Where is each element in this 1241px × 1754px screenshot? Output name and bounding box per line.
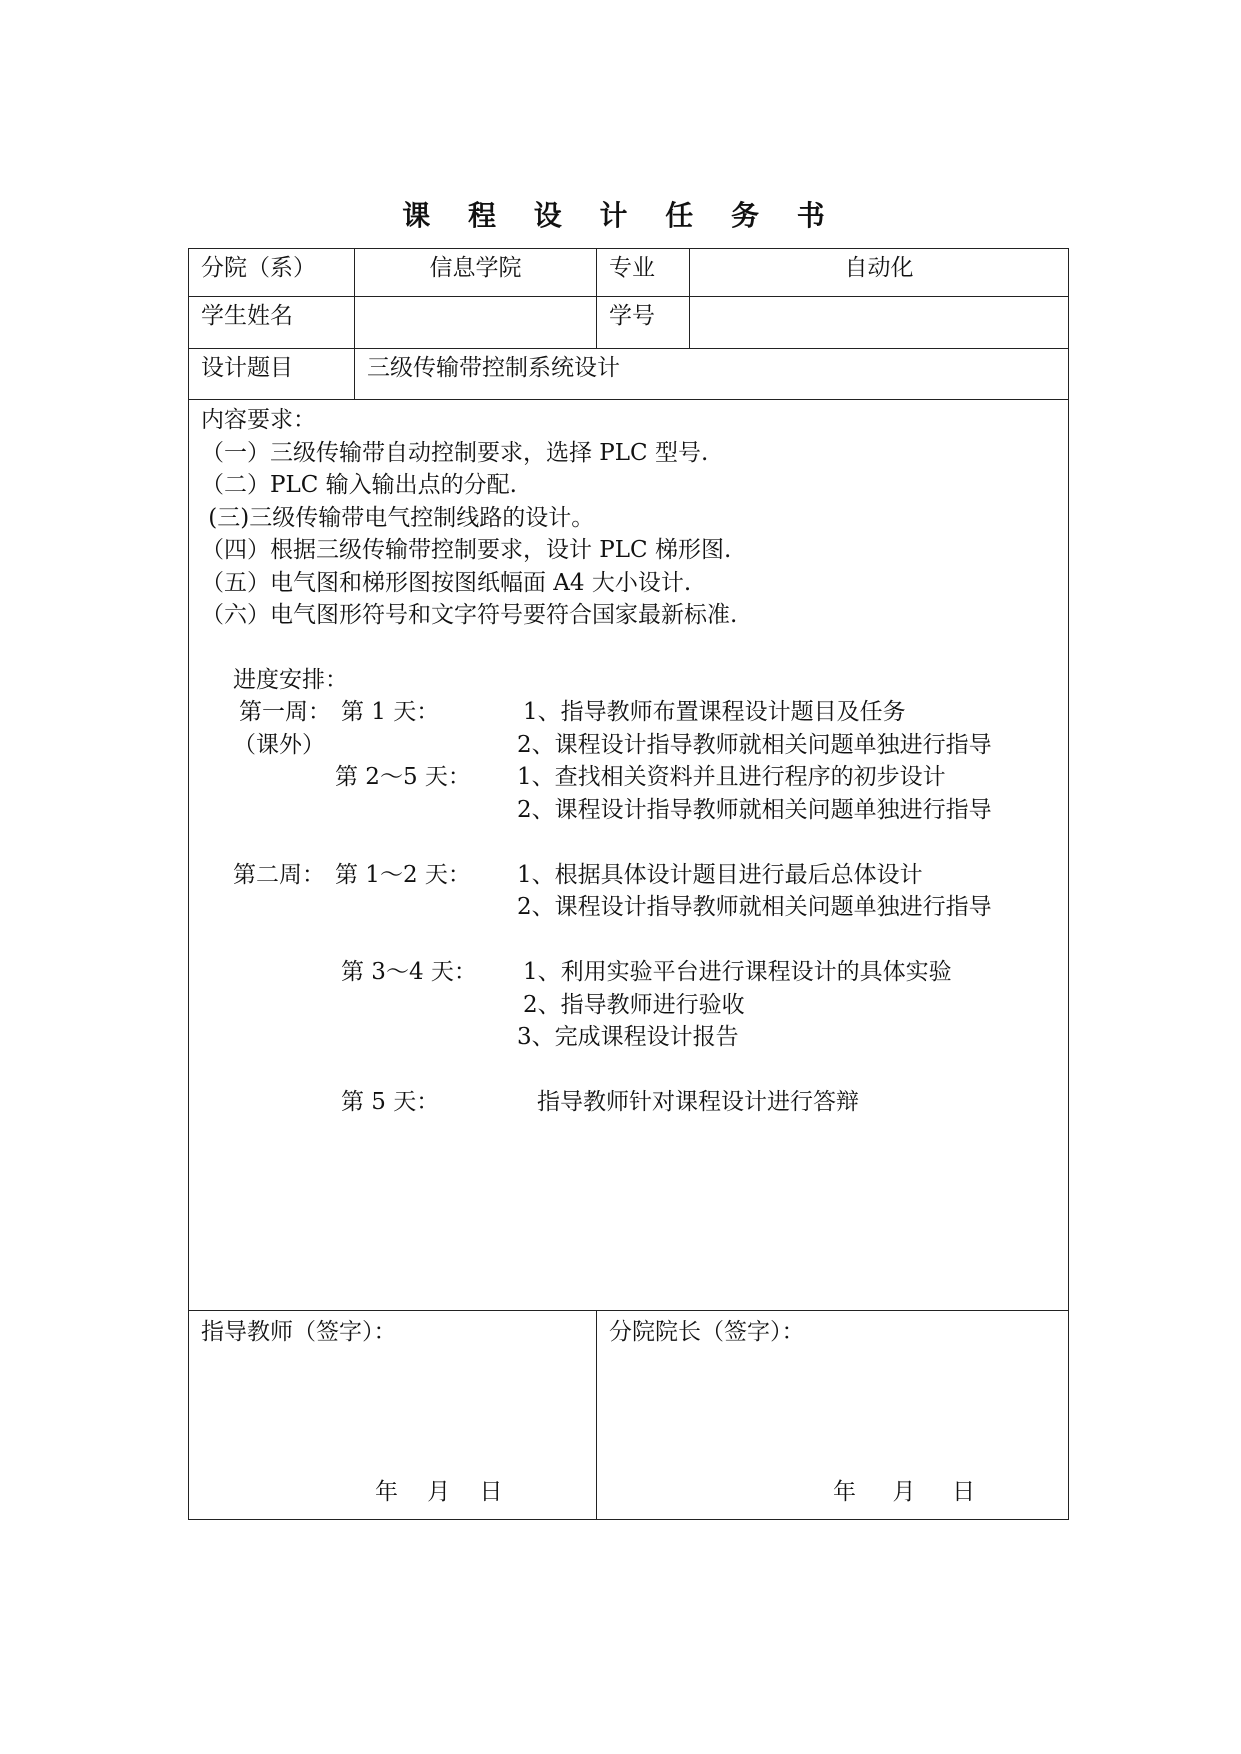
- w2-d34-label: 第 3～4 天：: [341, 959, 477, 985]
- requirement-item: （六）电气图形符号和文字符号要符合国家最新标准.: [201, 602, 738, 628]
- schedule-row: [201, 891, 1068, 924]
- schedule-row: [201, 761, 1068, 794]
- requirement-item: （四）根据三级传输带控制要求，设计 PLC 梯形图.: [201, 537, 732, 563]
- content-heading: 内容要求：: [201, 407, 316, 433]
- w1-d1-label: 第 1 天：: [341, 699, 440, 725]
- major-value: 自动化: [690, 249, 1069, 297]
- w2-d34-task2: 2、指导教师进行验收: [523, 991, 745, 1018]
- schedule-row: [201, 729, 1068, 762]
- schedule-row: [201, 989, 1068, 1022]
- schedule-heading: 进度安排：: [233, 666, 348, 693]
- student-name-value: [355, 297, 597, 349]
- row-department: [189, 249, 1069, 297]
- task-form-table: [188, 248, 1069, 1520]
- topic-label: 设计题目: [189, 349, 355, 400]
- requirement-item: （一）三级传输带自动控制要求，选择 PLC 型号.: [201, 439, 709, 466]
- dean-signature-cell[interactable]: [597, 1311, 1069, 1520]
- document-title: 课 程 设 计 任 务 书: [402, 199, 839, 232]
- week2-label: 第二周：: [233, 861, 325, 888]
- department-value: 信息学院: [355, 249, 597, 297]
- dean-signature-date: 年 月 日: [833, 1479, 976, 1505]
- schedule-row: [201, 794, 1068, 827]
- w1-d1-task2: 2、课程设计指导教师就相关问题单独进行指导: [517, 731, 992, 758]
- student-name-label: 学生姓名: [189, 297, 355, 349]
- row-topic: [189, 349, 1069, 400]
- w2-d34-task3: 3、完成课程设计报告: [517, 1024, 739, 1050]
- schedule-row: [201, 1086, 1068, 1119]
- teacher-signature-label: 指导教师（签字）：: [201, 1319, 397, 1345]
- row-student: [189, 297, 1069, 349]
- topic-value: 三级传输带控制系统设计: [355, 349, 1069, 400]
- department-label: 分院（系）: [189, 249, 355, 297]
- w1-d1-task1: 1、指导教师布置课程设计题目及任务: [523, 699, 906, 725]
- week1-label: 第一周：: [239, 699, 331, 725]
- schedule-row: [201, 1021, 1068, 1054]
- schedule-section: [201, 664, 1068, 1119]
- requirement-item: （五）电气图和梯形图按图纸幅面 A4 大小设计.: [201, 569, 692, 596]
- schedule-row: [201, 956, 1068, 989]
- row-signatures: [189, 1311, 1069, 1520]
- w1-d25-label: 第 2～5 天：: [335, 764, 471, 790]
- schedule-row: [201, 859, 1068, 892]
- schedule-row: [201, 696, 1068, 729]
- w2-d5-task: 指导教师针对课程设计进行答辩: [537, 1089, 859, 1115]
- row-content: [189, 400, 1069, 1311]
- content-cell: [189, 400, 1069, 1311]
- student-id-label: 学号: [597, 297, 690, 349]
- w2-d5-label: 第 5 天：: [341, 1089, 440, 1115]
- w2-d12-label: 第 1～2 天：: [335, 861, 471, 888]
- teacher-signature-cell[interactable]: [189, 1311, 597, 1520]
- w2-d12-task2: 2、课程设计指导教师就相关问题单独进行指导: [517, 894, 992, 920]
- student-id-value: [690, 297, 1069, 349]
- w1-d25-task1: 1、查找相关资料并且进行程序的初步设计: [517, 764, 946, 790]
- major-label: 专业: [597, 249, 690, 297]
- teacher-signature-date: 年 月 日: [375, 1479, 503, 1505]
- w1-d25-task2: 2、课程设计指导教师就相关问题单独进行指导: [517, 796, 992, 823]
- dean-signature-label: 分院院长（签字）：: [609, 1319, 805, 1345]
- week1-note: （课外）: [233, 731, 325, 758]
- w2-d34-task1: 1、利用实验平台进行课程设计的具体实验: [523, 959, 952, 985]
- requirement-item: （二）PLC 输入输出点的分配.: [201, 472, 517, 498]
- w2-d12-task1: 1、根据具体设计题目进行最后总体设计: [517, 861, 923, 888]
- requirement-item: (三)三级传输带电气控制线路的设计。: [201, 504, 595, 531]
